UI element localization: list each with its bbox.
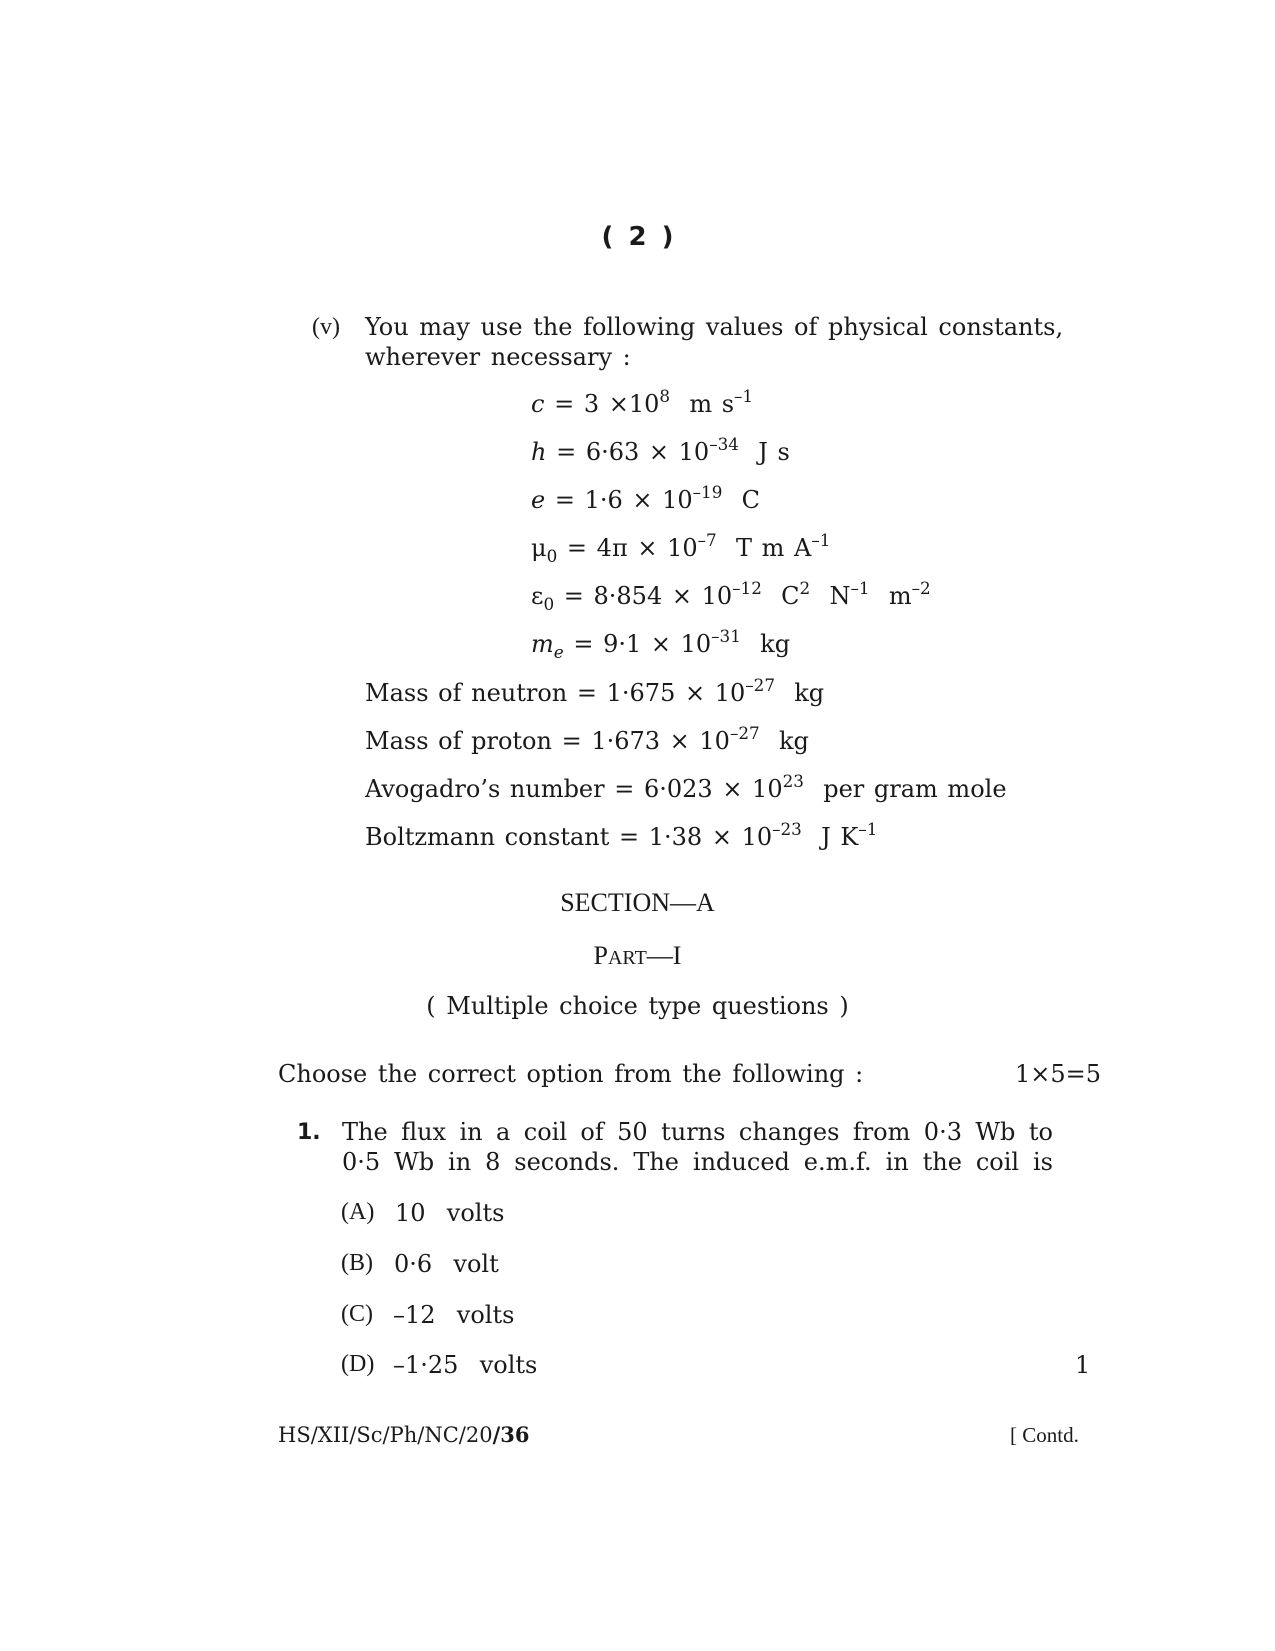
part-title: [0, 941, 1275, 971]
unit: J K: [821, 823, 859, 851]
exponent: –31: [711, 625, 741, 646]
symbol: m: [531, 630, 554, 658]
continued-label: [ Contd.: [1010, 1423, 1079, 1447]
unit: kg: [778, 727, 809, 755]
instruction-line-1: You may use the following values of physical constants,: [365, 313, 1064, 341]
unit-1-exponent: 2: [799, 577, 811, 598]
symbol: h: [531, 438, 547, 466]
word: changes: [738, 1118, 840, 1146]
word: The: [342, 1118, 388, 1146]
question-marks: 1: [1075, 1351, 1091, 1379]
constant-proton: Mass of proton = $1\cdot 673 \times 10^{-27}$ kg: [365, 722, 809, 755]
unit-1: C: [781, 582, 800, 610]
option-label-a: (A): [341, 1199, 375, 1225]
unit: J s: [758, 438, 790, 466]
value: 6·023 × 10: [643, 775, 783, 803]
word: in: [459, 1118, 483, 1146]
option-label-d: (D): [341, 1351, 375, 1377]
word: seconds.: [514, 1148, 620, 1176]
constant-neutron: Mass of neutron = $1\cdot 675 \times 10^{-27}$ kg: [365, 674, 825, 707]
exponent: 8: [659, 385, 671, 406]
section-subtitle: ( Multiple choice type questions ): [426, 992, 849, 1020]
unit: kg: [794, 679, 825, 707]
instruction-marker: (v): [312, 314, 340, 340]
symbol: μ: [531, 534, 547, 562]
subscript: 0: [543, 593, 555, 614]
subscript: 0: [546, 545, 558, 566]
word: in: [448, 1148, 472, 1176]
unit-exponent: –1: [858, 818, 878, 839]
option-text-d: –1·25 volts: [393, 1351, 538, 1379]
value: 6·63 × 10: [585, 438, 710, 466]
unit-3-exponent: –2: [911, 577, 931, 598]
exponent: –23: [772, 818, 802, 839]
word: 0·3: [923, 1118, 962, 1146]
unit-2: N: [829, 582, 851, 610]
paper-code: [278, 1422, 530, 1447]
word: The: [633, 1148, 680, 1176]
symbol: ε: [531, 582, 544, 610]
exponent: –27: [745, 674, 775, 695]
word: in: [885, 1148, 909, 1176]
word: is: [1033, 1148, 1053, 1176]
section-title: SECTION—A: [560, 888, 715, 917]
part-suffix: —I: [646, 941, 682, 970]
value: 8·854 × 10: [593, 582, 733, 610]
question-number: 1.: [297, 1120, 321, 1145]
unit-2-exponent: –1: [850, 577, 870, 598]
option-text-b: 0·6 volt: [394, 1250, 499, 1278]
unit: kg: [760, 630, 791, 658]
part-small-caps: ART: [607, 947, 647, 969]
word: flux: [401, 1118, 447, 1146]
constant-eps0: $\varepsilon_0 = 8\cdot 854 \times 10^{-12}$ $C^2$ $N^{-1}$ $m^{-2}$: [531, 577, 931, 614]
word: coil: [975, 1148, 1020, 1176]
constant-c: $c = 3 \times 10^8$ m $s^{-1}$: [531, 385, 754, 418]
word: e.m.f.: [803, 1148, 872, 1176]
exponent: –27: [729, 722, 760, 743]
word: coil: [523, 1118, 567, 1146]
word: Wb: [394, 1148, 435, 1176]
word: the: [922, 1148, 962, 1176]
word: induced: [692, 1148, 790, 1176]
value: 1·38 × 10: [648, 823, 773, 851]
question-text-line-2: [342, 1148, 1053, 1176]
word: a: [496, 1118, 511, 1146]
value: 1·673 × 10: [591, 727, 730, 755]
paper-code-bold: /36: [492, 1422, 530, 1447]
subscript: e: [553, 641, 564, 662]
option-text-a: 10 volts: [395, 1199, 505, 1227]
word: of: [580, 1118, 604, 1146]
exponent: 23: [782, 770, 804, 791]
constant-avogadro: Avogadro’s number = $6\cdot 023 \times 10^{23}$ per gram mole: [365, 770, 1007, 803]
unit-exponent: –1: [734, 385, 754, 406]
symbol: e: [531, 486, 546, 514]
choose-instruction: Choose the correct option from the following :: [278, 1060, 864, 1088]
page-number: ( 2 ): [601, 222, 674, 252]
exponent: –19: [692, 481, 723, 502]
question-text-line-1: [342, 1118, 1053, 1146]
option-text-c: –12 volts: [393, 1301, 515, 1329]
label: Mass of neutron: [365, 679, 568, 707]
unit-3: m: [888, 582, 912, 610]
value: 4π × 10: [596, 534, 698, 562]
instruction-line-2: wherever necessary :: [365, 343, 631, 371]
unit-exponent: –1: [811, 529, 831, 550]
constant-mu0: $\mu_0 = 4\pi \times 10^{-7}$ T m $A^{-1}$: [531, 529, 831, 566]
word: to: [1028, 1118, 1053, 1146]
constant-h: $h = 6\cdot 63 \times 10^{-34}$ J s: [531, 433, 790, 466]
value: 1·675 × 10: [606, 679, 746, 707]
paper-code-main: HS/XII/Sc/Ph/NC/20: [278, 1423, 493, 1447]
constant-boltzmann: Boltzmann constant = $1\cdot 38 \times 10^{-23}$ J $K^{-1}$: [365, 818, 878, 851]
word: Wb: [975, 1118, 1016, 1146]
word: from: [852, 1118, 911, 1146]
exponent: –12: [732, 577, 762, 598]
choose-marks: 1×5=5: [1015, 1060, 1102, 1088]
symbol: c: [531, 390, 545, 418]
unit: m s: [689, 390, 735, 418]
word: 50: [617, 1118, 648, 1146]
label: Boltzmann constant: [365, 823, 610, 851]
unit: C: [741, 486, 761, 514]
part-initial: P: [593, 941, 608, 970]
exponent: –34: [709, 433, 739, 454]
value: 3 ×10: [583, 390, 660, 418]
unit: per gram mole: [823, 775, 1007, 803]
word: 0·5: [342, 1148, 381, 1176]
word: turns: [661, 1118, 726, 1146]
exponent: –7: [697, 529, 717, 550]
option-label-c: (C): [341, 1301, 373, 1327]
word: 8: [485, 1148, 501, 1176]
option-label-b: (B): [341, 1250, 373, 1276]
label: Avogadro’s number: [365, 775, 605, 803]
constant-e: $e = 1\cdot 6 \times 10^{-19}$ C: [531, 481, 761, 514]
unit: T m A: [735, 534, 812, 562]
value: 9·1 × 10: [603, 630, 712, 658]
constant-me: $m_e = 9\cdot 1 \times 10^{-31}$ kg: [531, 625, 791, 662]
label: Mass of proton: [365, 727, 552, 755]
value: 1·6 × 10: [584, 486, 693, 514]
